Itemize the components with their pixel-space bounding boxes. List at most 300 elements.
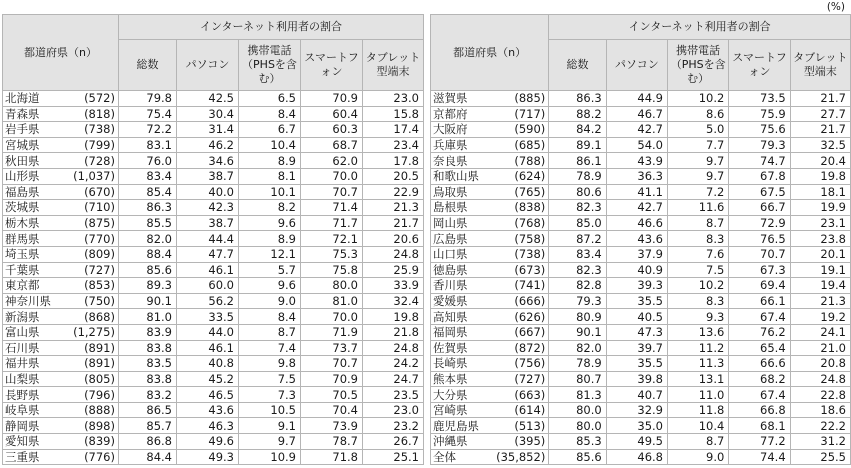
prefecture-name: 全体 [431, 449, 497, 465]
value-tablet: 22.8 [790, 387, 850, 403]
table-row [3, 262, 424, 278]
value-mobile: 5.7 [239, 262, 301, 278]
value-mobile: 7.5 [239, 371, 301, 387]
value-mobile: 8.3 [667, 231, 728, 247]
table-row [3, 324, 424, 340]
value-pc: 43.9 [606, 153, 667, 169]
value-smartphone: 73.5 [729, 91, 790, 107]
prefecture-name: 岡山県 [431, 215, 497, 231]
value-total: 75.4 [119, 106, 177, 122]
table-row [3, 387, 424, 403]
value-smartphone: 71.7 [301, 215, 363, 231]
value-pc: 42.5 [177, 91, 239, 107]
value-pc: 54.0 [606, 137, 667, 153]
value-mobile: 9.6 [239, 278, 301, 294]
value-tablet: 23.0 [363, 91, 424, 107]
prefecture-name: 愛知県 [3, 434, 69, 450]
value-smartphone: 78.7 [301, 434, 363, 450]
value-mobile: 8.6 [667, 106, 728, 122]
sample-size: (898) [69, 418, 119, 434]
value-pc: 60.0 [177, 278, 239, 294]
prefecture-name: 滋賀県 [431, 91, 497, 107]
table-row [3, 246, 424, 262]
sample-size: (673) [496, 262, 549, 278]
value-total: 83.2 [119, 387, 177, 403]
prefecture-name: 千葉県 [3, 262, 69, 278]
sample-size: (788) [496, 153, 549, 169]
prefecture-name: 佐賀県 [431, 340, 497, 356]
table-row [3, 340, 424, 356]
value-tablet: 18.6 [790, 402, 850, 418]
value-mobile: 8.7 [667, 215, 728, 231]
value-mobile: 5.0 [667, 122, 728, 138]
table-row [3, 122, 424, 138]
value-pc: 42.3 [177, 200, 239, 216]
prefecture-name: 北海道 [3, 91, 69, 107]
value-mobile: 10.2 [667, 278, 728, 294]
value-mobile: 11.3 [667, 356, 728, 372]
value-total: 89.3 [119, 278, 177, 294]
sample-size: (838) [496, 200, 549, 216]
sample-size: (717) [496, 106, 549, 122]
sample-size: (710) [69, 200, 119, 216]
value-tablet: 32.4 [363, 293, 424, 309]
value-total: 83.4 [119, 168, 177, 184]
value-smartphone: 75.6 [729, 122, 790, 138]
value-mobile: 10.1 [239, 184, 301, 200]
value-total: 86.3 [549, 91, 606, 107]
table-row [431, 91, 851, 107]
table-row [431, 340, 851, 356]
value-mobile: 7.5 [667, 262, 728, 278]
value-smartphone: 70.0 [301, 168, 363, 184]
value-smartphone: 60.4 [301, 106, 363, 122]
value-mobile: 13.1 [667, 371, 728, 387]
value-total: 81.0 [119, 309, 177, 325]
value-pc: 46.8 [606, 449, 667, 465]
value-smartphone: 74.4 [729, 449, 790, 465]
value-pc: 35.5 [606, 293, 667, 309]
prefecture-name: 大分県 [431, 387, 497, 403]
value-pc: 44.0 [177, 324, 239, 340]
value-tablet: 15.8 [363, 106, 424, 122]
header-prefecture: 都道府県（n） [431, 15, 549, 91]
sample-size: (875) [69, 215, 119, 231]
table-row [431, 324, 851, 340]
table-row [431, 137, 851, 153]
value-tablet: 19.2 [790, 309, 850, 325]
unit-label: (%) [826, 1, 845, 13]
value-total: 80.6 [549, 184, 606, 200]
value-total: 78.9 [549, 356, 606, 372]
sample-size: (685) [496, 137, 549, 153]
table-row [3, 309, 424, 325]
sample-size: (728) [69, 153, 119, 169]
value-mobile: 10.9 [239, 449, 301, 465]
value-mobile: 7.7 [667, 137, 728, 153]
table-row [3, 293, 424, 309]
value-pc: 46.7 [606, 106, 667, 122]
table-row [3, 137, 424, 153]
value-pc: 44.9 [606, 91, 667, 107]
value-mobile: 10.4 [239, 137, 301, 153]
value-mobile: 9.6 [239, 215, 301, 231]
prefecture-name: 山形県 [3, 168, 69, 184]
value-mobile: 8.1 [239, 168, 301, 184]
value-total: 85.5 [119, 215, 177, 231]
value-mobile: 9.7 [239, 434, 301, 450]
value-smartphone: 70.9 [301, 91, 363, 107]
value-total: 80.9 [549, 309, 606, 325]
sample-size: (756) [496, 356, 549, 372]
sample-size: (839) [69, 434, 119, 450]
value-pc: 40.9 [606, 262, 667, 278]
value-smartphone: 69.4 [729, 278, 790, 294]
value-tablet: 21.7 [363, 215, 424, 231]
value-smartphone: 68.1 [729, 418, 790, 434]
prefecture-name: 高知県 [431, 309, 497, 325]
header-internet-usage: インターネット利用者の割合 [549, 15, 851, 40]
prefecture-name: 栃木県 [3, 215, 69, 231]
table-row [431, 246, 851, 262]
value-smartphone: 67.3 [729, 262, 790, 278]
value-pc: 45.2 [177, 371, 239, 387]
value-smartphone: 67.4 [729, 309, 790, 325]
value-pc: 46.1 [177, 340, 239, 356]
sample-size: (765) [496, 184, 549, 200]
table-row [431, 106, 851, 122]
value-mobile: 7.4 [239, 340, 301, 356]
header-tablet: タブレット型端末 [790, 40, 850, 91]
value-pc: 49.6 [177, 434, 239, 450]
value-pc: 44.4 [177, 231, 239, 247]
value-tablet: 20.8 [790, 356, 850, 372]
prefecture-name: 和歌山県 [431, 168, 497, 184]
prefecture-name: 山梨県 [3, 371, 69, 387]
value-smartphone: 76.5 [729, 231, 790, 247]
sample-size: (818) [69, 106, 119, 122]
value-pc: 47.7 [177, 246, 239, 262]
prefecture-name: 静岡県 [3, 418, 69, 434]
value-mobile: 9.3 [667, 309, 728, 325]
value-tablet: 20.6 [363, 231, 424, 247]
prefecture-name: 香川県 [431, 278, 497, 294]
value-smartphone: 79.3 [729, 137, 790, 153]
sample-size: (395) [496, 434, 549, 450]
value-pc: 40.7 [606, 387, 667, 403]
prefecture-name: 茨城県 [3, 200, 69, 216]
value-total: 79.8 [119, 91, 177, 107]
table-row [3, 418, 424, 434]
sample-size: (741) [496, 278, 549, 294]
value-smartphone: 66.8 [729, 402, 790, 418]
value-smartphone: 76.2 [729, 324, 790, 340]
value-total: 88.4 [119, 246, 177, 262]
value-pc: 49.3 [177, 449, 239, 465]
value-total: 82.3 [549, 200, 606, 216]
value-tablet: 32.5 [790, 137, 850, 153]
prefecture-name: 福井県 [3, 356, 69, 372]
table-right [430, 14, 851, 465]
value-total: 90.1 [549, 324, 606, 340]
value-tablet: 19.8 [363, 309, 424, 325]
value-mobile: 8.9 [239, 153, 301, 169]
sample-size: (727) [496, 371, 549, 387]
value-total: 88.2 [549, 106, 606, 122]
value-mobile: 10.4 [667, 418, 728, 434]
value-smartphone: 70.7 [301, 356, 363, 372]
sample-size: (35,852) [496, 449, 549, 465]
value-tablet: 24.2 [363, 356, 424, 372]
value-tablet: 24.7 [363, 371, 424, 387]
value-tablet: 17.8 [363, 153, 424, 169]
value-smartphone: 73.7 [301, 340, 363, 356]
prefecture-name: 鹿児島県 [431, 418, 497, 434]
value-pc: 32.9 [606, 402, 667, 418]
table-row [3, 278, 424, 294]
value-mobile: 8.4 [239, 106, 301, 122]
header-mobile: 携帯電話（PHSを含む） [667, 40, 728, 91]
value-tablet: 33.9 [363, 278, 424, 294]
value-tablet: 23.0 [363, 402, 424, 418]
sample-size: (626) [496, 309, 549, 325]
sample-size: (738) [69, 122, 119, 138]
sample-size: (513) [496, 418, 549, 434]
value-total: 80.7 [549, 371, 606, 387]
value-total: 82.8 [549, 278, 606, 294]
prefecture-name: 福岡県 [431, 324, 497, 340]
value-smartphone: 68.2 [729, 371, 790, 387]
value-tablet: 26.7 [363, 434, 424, 450]
value-total: 76.0 [119, 153, 177, 169]
prefecture-name: 大阪府 [431, 122, 497, 138]
sample-size: (670) [69, 184, 119, 200]
value-tablet: 19.1 [790, 262, 850, 278]
table-row [431, 200, 851, 216]
value-smartphone: 66.1 [729, 293, 790, 309]
value-total: 72.2 [119, 122, 177, 138]
value-total: 83.5 [119, 356, 177, 372]
value-smartphone: 66.6 [729, 356, 790, 372]
value-smartphone: 67.8 [729, 168, 790, 184]
value-pc: 34.6 [177, 153, 239, 169]
value-tablet: 21.0 [790, 340, 850, 356]
header-smartphone: スマートフォン [729, 40, 790, 91]
value-pc: 39.7 [606, 340, 667, 356]
value-total: 90.1 [119, 293, 177, 309]
value-mobile: 9.8 [239, 356, 301, 372]
prefecture-name: 鳥取県 [431, 184, 497, 200]
prefecture-name: 徳島県 [431, 262, 497, 278]
value-smartphone: 75.9 [729, 106, 790, 122]
value-smartphone: 65.4 [729, 340, 790, 356]
table-row [431, 293, 851, 309]
table-row [3, 200, 424, 216]
sample-size: (1,275) [69, 324, 119, 340]
value-tablet: 25.5 [790, 449, 850, 465]
value-pc: 46.5 [177, 387, 239, 403]
value-pc: 47.3 [606, 324, 667, 340]
value-total: 86.3 [119, 200, 177, 216]
header-total: 総数 [549, 40, 606, 91]
value-pc: 41.1 [606, 184, 667, 200]
value-mobile: 7.2 [667, 184, 728, 200]
value-pc: 43.6 [606, 231, 667, 247]
sample-size: (590) [496, 122, 549, 138]
value-total: 79.3 [549, 293, 606, 309]
value-mobile: 8.9 [239, 231, 301, 247]
value-mobile: 11.8 [667, 402, 728, 418]
sample-size: (868) [69, 309, 119, 325]
value-total: 80.0 [549, 418, 606, 434]
sample-size: (750) [69, 293, 119, 309]
value-total: 85.6 [119, 262, 177, 278]
value-mobile: 9.7 [667, 168, 728, 184]
value-total: 87.2 [549, 231, 606, 247]
value-total: 83.4 [549, 246, 606, 262]
value-tablet: 21.7 [790, 91, 850, 107]
prefecture-name: 神奈川県 [3, 293, 69, 309]
table-row [3, 402, 424, 418]
value-tablet: 21.7 [790, 122, 850, 138]
sample-size: (770) [69, 231, 119, 247]
value-smartphone: 72.1 [301, 231, 363, 247]
value-total: 81.3 [549, 387, 606, 403]
sample-size: (738) [496, 246, 549, 262]
value-smartphone: 75.8 [301, 262, 363, 278]
header-prefecture: 都道府県（n） [3, 15, 119, 91]
prefecture-name: 沖縄県 [431, 434, 497, 450]
sample-size: (572) [69, 91, 119, 107]
sample-size: (1,037) [69, 168, 119, 184]
value-tablet: 20.1 [790, 246, 850, 262]
value-total: 86.1 [549, 153, 606, 169]
value-pc: 40.8 [177, 356, 239, 372]
sample-size: (624) [496, 168, 549, 184]
value-total: 84.2 [549, 122, 606, 138]
value-smartphone: 70.7 [729, 246, 790, 262]
value-tablet: 24.8 [363, 340, 424, 356]
value-mobile: 9.0 [239, 293, 301, 309]
value-pc: 46.1 [177, 262, 239, 278]
value-mobile: 12.1 [239, 246, 301, 262]
prefecture-name: 奈良県 [431, 153, 497, 169]
value-tablet: 23.8 [790, 231, 850, 247]
sample-size: (809) [69, 246, 119, 262]
prefecture-name: 長野県 [3, 387, 69, 403]
prefecture-name: 群馬県 [3, 231, 69, 247]
prefecture-name: 島根県 [431, 200, 497, 216]
sample-size: (796) [69, 387, 119, 403]
value-smartphone: 62.0 [301, 153, 363, 169]
value-tablet: 18.1 [790, 184, 850, 200]
value-pc: 37.9 [606, 246, 667, 262]
value-pc: 56.2 [177, 293, 239, 309]
value-tablet: 24.8 [363, 246, 424, 262]
sample-size: (888) [69, 402, 119, 418]
sample-size: (666) [496, 293, 549, 309]
value-pc: 39.8 [606, 371, 667, 387]
value-total: 83.8 [119, 340, 177, 356]
value-pc: 46.3 [177, 418, 239, 434]
value-tablet: 27.7 [790, 106, 850, 122]
value-total: 82.3 [549, 262, 606, 278]
value-total: 86.8 [119, 434, 177, 450]
value-smartphone: 70.5 [301, 387, 363, 403]
prefecture-name: 宮崎県 [431, 402, 497, 418]
value-mobile: 11.6 [667, 200, 728, 216]
sample-size: (891) [69, 356, 119, 372]
value-tablet: 23.4 [363, 137, 424, 153]
value-tablet: 22.9 [363, 184, 424, 200]
value-tablet: 23.5 [363, 387, 424, 403]
value-total: 85.4 [119, 184, 177, 200]
prefecture-name: 三重県 [3, 449, 69, 465]
value-pc: 46.6 [606, 215, 667, 231]
table-row [431, 184, 851, 200]
value-tablet: 24.8 [790, 371, 850, 387]
prefecture-name: 青森県 [3, 106, 69, 122]
table-row [3, 371, 424, 387]
value-total: 78.9 [549, 168, 606, 184]
value-total: 83.8 [119, 371, 177, 387]
prefecture-name: 東京都 [3, 278, 69, 294]
value-smartphone: 81.0 [301, 293, 363, 309]
header-total: 総数 [119, 40, 177, 91]
sample-size: (885) [496, 91, 549, 107]
table-row [3, 434, 424, 450]
value-tablet: 21.3 [363, 200, 424, 216]
value-smartphone: 67.5 [729, 184, 790, 200]
value-smartphone: 60.3 [301, 122, 363, 138]
prefecture-name: 兵庫県 [431, 137, 497, 153]
value-smartphone: 77.2 [729, 434, 790, 450]
prefecture-name: 山口県 [431, 246, 497, 262]
value-pc: 43.6 [177, 402, 239, 418]
value-pc: 46.2 [177, 137, 239, 153]
prefecture-name: 埼玉県 [3, 246, 69, 262]
table-row [431, 153, 851, 169]
value-total: 85.7 [119, 418, 177, 434]
value-smartphone: 75.3 [301, 246, 363, 262]
header-tablet: タブレット型端末 [363, 40, 424, 91]
value-tablet: 25.9 [363, 262, 424, 278]
prefecture-name: 富山県 [3, 324, 69, 340]
value-total: 83.9 [119, 324, 177, 340]
table-row [3, 168, 424, 184]
value-tablet: 20.4 [790, 153, 850, 169]
header-internet-usage: インターネット利用者の割合 [119, 15, 424, 40]
table-row [431, 231, 851, 247]
value-mobile: 10.2 [667, 91, 728, 107]
sample-size: (891) [69, 340, 119, 356]
value-total: 86.5 [119, 402, 177, 418]
value-pc: 31.4 [177, 122, 239, 138]
value-mobile: 13.6 [667, 324, 728, 340]
value-tablet: 25.1 [363, 449, 424, 465]
prefecture-name: 岩手県 [3, 122, 69, 138]
sample-size: (768) [496, 215, 549, 231]
header-mobile: 携帯電話（PHSを含む） [239, 40, 301, 91]
value-smartphone: 70.4 [301, 402, 363, 418]
sample-size: (614) [496, 402, 549, 418]
value-total: 89.1 [549, 137, 606, 153]
value-mobile: 9.1 [239, 418, 301, 434]
table-left [2, 14, 424, 465]
table-row [431, 262, 851, 278]
header-pc: パソコン [606, 40, 667, 91]
value-mobile: 11.0 [667, 387, 728, 403]
